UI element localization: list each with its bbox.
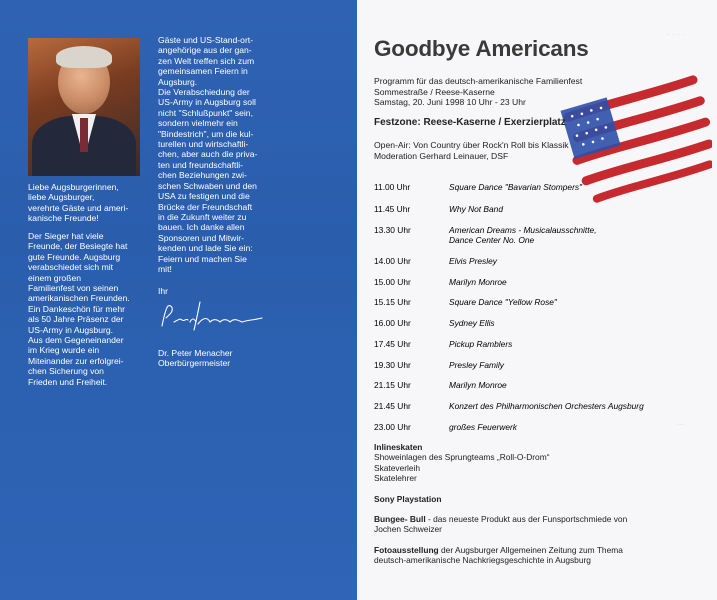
festzone-heading: Festzone: Reese-Kaserne / Exerzierplatz xyxy=(374,117,566,128)
column-two-text: Gäste und US-Stand-ort- angehörige aus der gan- zen Welt treffen sich zum gemeinsamen Feiern in Augsburg. Die Verabschiedung der US-Army in Augsburg soll nicht "Schlußpunkt" sein, sondern vielmehr ein "Bindestrich", um die kul- turellen und wirtschaftli- chen, aber auch die priva- ten und freundschaftli- chen Beziehungen zwi- schen Schwaben und den USA zu festigen und die Brücke der Freundschaft in die Zukunft weiter zu bauen. Ich danke allen Sponsoren und Mitwir- kenden und lade Sie ein: Feiern und machen Sie mit! xyxy=(158,35,258,274)
page-title: Goodbye Americans xyxy=(374,36,589,61)
signature xyxy=(158,296,268,336)
right-panel: · · · · ··· xyxy=(357,0,717,600)
closing-word: Ihr xyxy=(158,286,169,296)
signer: Dr. Peter Menacher Oberbürgermeister xyxy=(158,348,233,369)
program-subtitle: Programm für das deutsch-amerikanische Familienfest Sommestraße / Reese-Kaserne Samstag, 20. Juni 1998 10 Uhr - 23 Uhr xyxy=(374,76,583,107)
greeting: Liebe Augsburgerinnen, liebe Augsburger, verehrte Gäste und ameri- kanische Freunde! xyxy=(28,182,129,224)
inline-skating-info: Inlineskaten Showeinlagen des Sprungteams „Roll-O-Drom“ Skateverleih Skatelehrer xyxy=(374,442,550,484)
openair-info: Open-Air: Von Country über Rock'n Roll bis Klassik Moderation Gerhard Leinauer, DSF xyxy=(374,140,569,161)
photo-exhibition-info: Fotoausstellung der Augsburger Allgemeinen Zeitung zum Thema deutsch-amerikanische Nachkriegsgeschichte in Augsburg xyxy=(374,545,623,566)
portrait-photo xyxy=(28,38,140,176)
intro-paragraph: Der Sieger hat viele Freunde, der Besiegte hat gute Freunde. Augsburg verabschiedet sich mit einem großen Familienfest von seinen amerikanischen Freunden. Ein Dankeschön für mehr als 50 Jahre Präsenz der US-Army in Augsburg. Aus dem Gegeneinander im Krieg wurde ein Miteinander zur erfolgrei- chen Sicherung von Frieden und Freiheit. xyxy=(28,231,130,387)
bungee-info: Bungee- Bull - das neueste Produkt aus der Funsportschmiede von Jochen Schweizer xyxy=(374,514,628,535)
sony-playstation: Sony Playstation xyxy=(374,494,442,504)
left-panel xyxy=(0,0,357,600)
